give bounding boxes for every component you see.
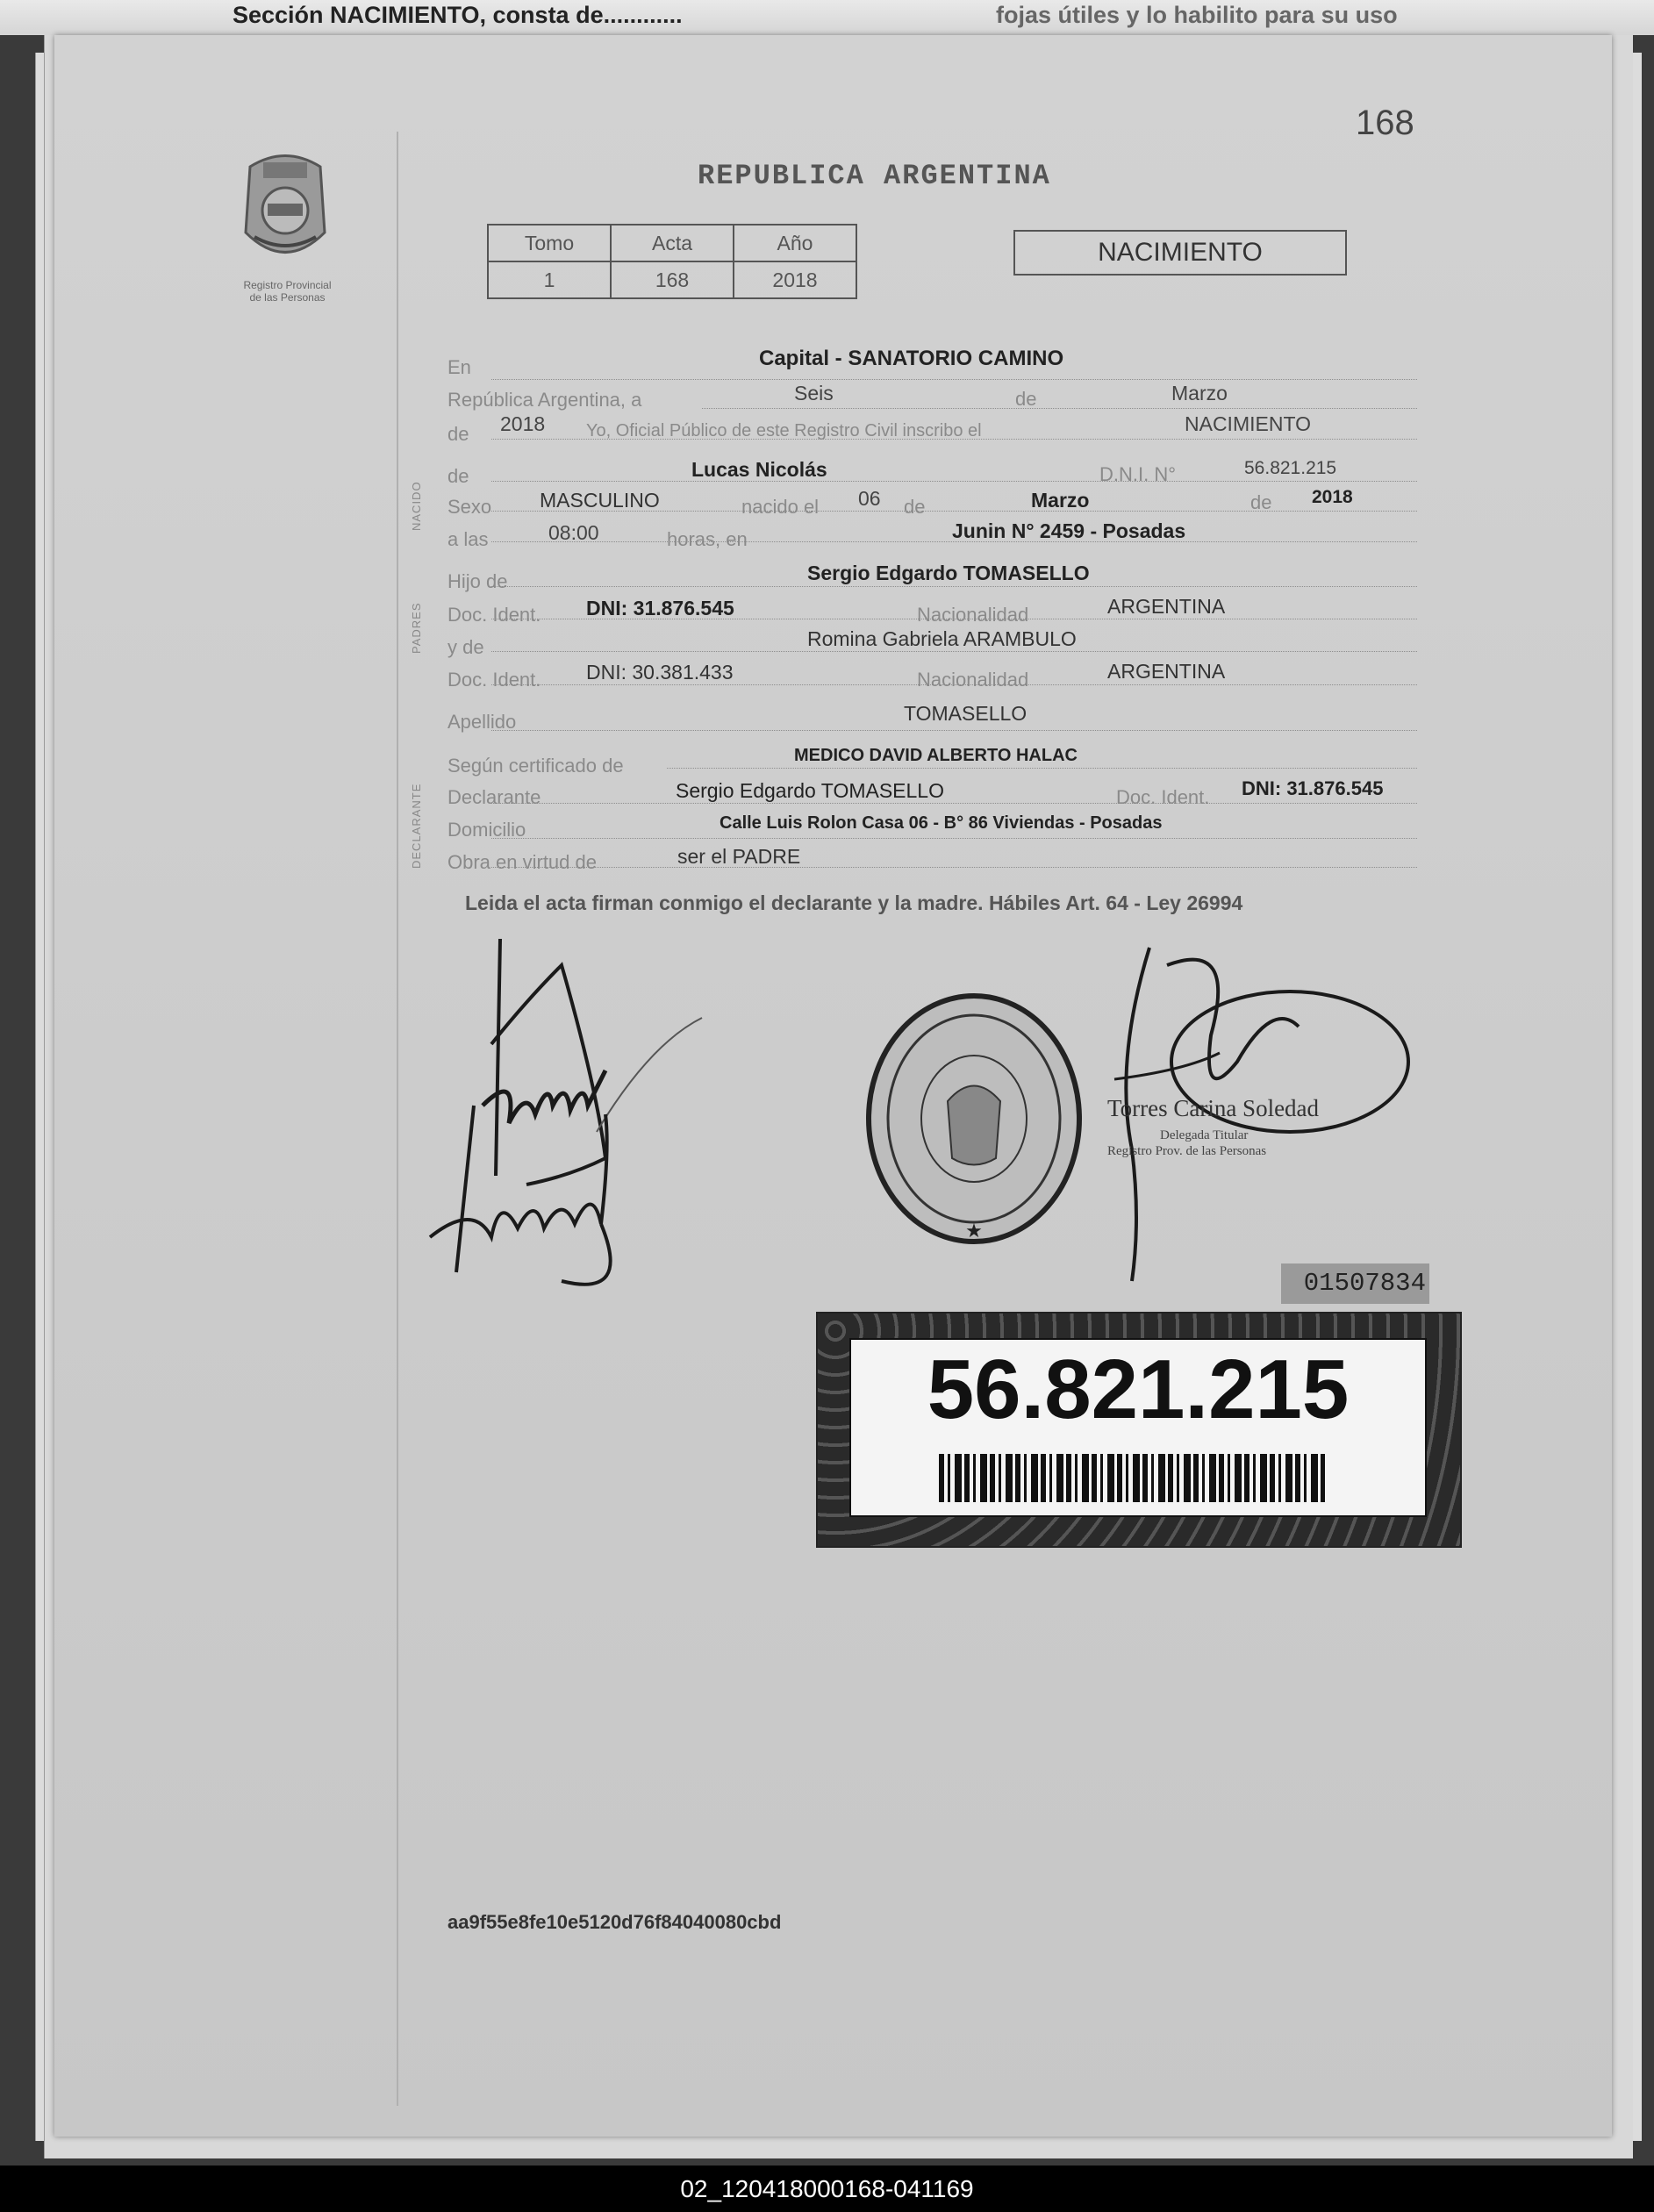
- apellido: TOMASELLO: [904, 702, 1027, 725]
- page-number: 168: [1356, 104, 1414, 142]
- mother-name: Romina Gabriela ARAMBULO: [807, 627, 1077, 650]
- label-hijo-de: Hijo de: [448, 570, 508, 592]
- record-header-tomo: Tomo: [488, 225, 611, 261]
- act-type: NACIMIENTO: [1185, 412, 1311, 435]
- label-nacido: nacido el: [741, 496, 820, 518]
- province-seal-icon: [224, 149, 347, 272]
- birth-time: 08:00: [548, 521, 599, 544]
- child-dni: 56.821.215: [1244, 458, 1337, 478]
- svg-text:★: ★: [965, 1220, 983, 1242]
- official-office: Registro Prov. de las Personas: [1107, 1144, 1267, 1158]
- label-doc-ident-3: Doc. Ident.: [1116, 786, 1210, 808]
- oficial-text: Yo, Oficial Público de este Registro Civil inscribo el: [586, 421, 982, 440]
- registration-year: 2018: [500, 412, 546, 435]
- seal-caption: [211, 279, 364, 304]
- closing-statement: Leida el acta firman conmigo el declarante y la madre. Hábiles Art. 64 - Ley 26994: [465, 891, 1243, 914]
- child-name: Lucas Nicolás: [691, 458, 827, 481]
- side-label-padres: PADRES: [410, 602, 423, 654]
- barcode-number: 56.821.215: [927, 1342, 1350, 1436]
- birth-day: 06: [858, 487, 881, 510]
- registration-place: Capital - SANATORIO CAMINO: [759, 347, 1064, 370]
- seal-caption-line: de las Personas: [249, 291, 326, 304]
- label-dni: D.N.I. N°: [1099, 463, 1177, 485]
- document-hash: aa9f55e8fe10e5120d76f84040080cbd: [448, 1911, 782, 1933]
- official-name: Torres Carina Soledad: [1107, 1095, 1320, 1121]
- label-horas: horas, en: [667, 528, 748, 550]
- seal-caption-line: Registro Provincial: [243, 279, 332, 291]
- mother-nationality: ARGENTINA: [1107, 660, 1226, 683]
- label-apellido: Apellido: [448, 711, 517, 733]
- previous-page-strip: [0, 0, 1654, 35]
- label-republica: República Argentina, a: [448, 389, 642, 411]
- birth-month: Marzo: [1031, 489, 1090, 512]
- label-en: En: [448, 356, 471, 378]
- label-nacionalidad: Nacionalidad: [917, 604, 1029, 626]
- father-nationality: ARGENTINA: [1107, 595, 1226, 618]
- side-label-nacido: NACIDO: [410, 481, 423, 531]
- obra-motivo: ser el PADRE: [677, 845, 801, 868]
- scan-file-id: 02_120418000168-041169: [680, 2175, 974, 2202]
- scan-footer-bar: [0, 2165, 1654, 2212]
- previous-page-right-text: fojas útiles y lo habilito para su uso: [996, 2, 1398, 28]
- label-sexo: Sexo: [448, 496, 492, 518]
- label-y-de: y de: [448, 636, 484, 658]
- side-label-declarante: DECLARANTE: [410, 783, 423, 869]
- birth-place: Junin N° 2459 - Posadas: [952, 519, 1186, 542]
- child-sex: MASCULINO: [540, 489, 660, 512]
- country-title: REPUBLICA ARGENTINA: [698, 160, 1051, 192]
- barcode-bars: [939, 1454, 1325, 1502]
- control-serial: 01507834: [1281, 1263, 1429, 1304]
- label-declarante: Declarante: [448, 786, 541, 808]
- label-doc-ident-2: Doc. Ident.: [448, 669, 541, 691]
- label-de-4: de: [904, 496, 926, 518]
- label-domicilio: Domicilio: [448, 819, 526, 841]
- father-doc: DNI: 31.876.545: [586, 597, 734, 619]
- record-table: [487, 224, 857, 299]
- record-header-acta: Acta: [611, 225, 734, 261]
- mother-signature: [421, 1097, 667, 1299]
- record-type-box: NACIMIENTO: [1013, 230, 1347, 276]
- label-segun: Según certificado de: [448, 755, 624, 777]
- record-value-anio: 2018: [734, 261, 856, 298]
- birth-year: 2018: [1312, 487, 1353, 507]
- left-margin-column: [54, 132, 398, 2106]
- official-title: Delegada Titular: [1160, 1128, 1249, 1142]
- id-label: [849, 1338, 1427, 1517]
- label-nacionalidad-2: Nacionalidad: [917, 669, 1029, 691]
- declarante-name: Sergio Edgardo TOMASELLO: [676, 779, 944, 802]
- record-value-acta: 168: [611, 261, 734, 298]
- label-a-las: a las: [448, 528, 489, 550]
- record-header-anio: Año: [734, 225, 856, 261]
- label-de-2: de: [448, 423, 469, 445]
- previous-page-section-text: Sección NACIMIENTO, consta de............: [233, 2, 683, 28]
- registration-month: Marzo: [1171, 382, 1228, 404]
- father-name: Sergio Edgardo TOMASELLO: [807, 562, 1090, 584]
- declarante-doc: DNI: 31.876.545: [1242, 777, 1384, 799]
- domicilio: Calle Luis Rolon Casa 06 - B° 86 Viviendas - Posadas: [720, 813, 1163, 833]
- record-value-tomo: 1: [488, 261, 611, 298]
- label-de-5: de: [1250, 491, 1272, 513]
- label-obra: Obra en virtud de: [448, 851, 597, 873]
- medical-certificate: MEDICO DAVID ALBERTO HALAC: [794, 746, 1078, 765]
- label-doc-ident: Doc. Ident.: [448, 604, 541, 626]
- registration-day: Seis: [794, 382, 834, 404]
- official-stamp-icon: [864, 983, 1092, 1263]
- label-de: de: [1015, 388, 1037, 410]
- label-de-3: de: [448, 465, 469, 487]
- mother-doc: DNI: 30.381.433: [586, 661, 734, 684]
